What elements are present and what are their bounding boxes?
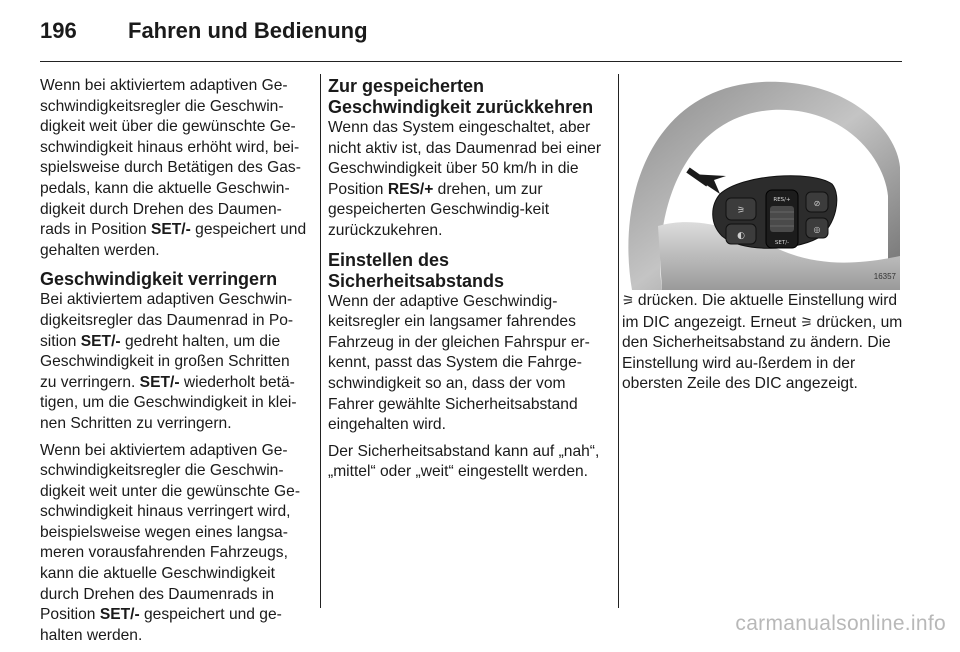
paragraph: Wenn bei aktiviertem adaptiven Ge-schwindigkeitsregler die Geschwin-digkeit weit über die gewünschte Ge-schwindigkeit hinaus erhöht wird, bei-spielsweise durch Betätigen des Gas-pedals, kann die aktuelle Geschwin-digkeit durch Drehen des Daumen-rads in Position SET/- gespeichert und gehalten werden. (40, 77, 307, 259)
watermark: carmanualsonline.info (735, 612, 946, 635)
column-3 (622, 76, 906, 401)
svg-text:◎: ◎ (813, 225, 821, 234)
set-label: SET/- (774, 240, 790, 246)
res-label: RES/+ (773, 197, 791, 203)
chapter-title: Fahren und Bedienung (128, 18, 368, 43)
svg-text:⊘: ⊘ (813, 199, 821, 208)
column-1 (40, 76, 308, 652)
paragraph: Wenn das System eingeschaltet, aber nicht aktiv ist, das Daumenrad bei einer Geschwindigkeit über 50 km/h in die Position RES/+ drehen, um zur gespeicherten Geschwindig-keit zurückzukehren. (328, 119, 602, 239)
paragraph: ⚞ drücken. Die aktuelle Einstellung wird im DIC angezeigt. Erneut ⚞ drücken, um den Sicherheitsabstand zu ändern. Die Einstellung wird au-ßerdem in der obersten Zeile des DIC angezeigt. (622, 292, 903, 393)
section-heading-distance: Einstellen des Sicherheitsabstands (328, 249, 505, 291)
section-heading-return: Zur gespeicherten Geschwindigkeit zurückkehren (328, 76, 594, 117)
column-2 (328, 76, 606, 489)
control-panel (713, 176, 837, 249)
column-divider (618, 74, 619, 608)
section-heading-decrease: Geschwindigkeit verringern (40, 269, 278, 290)
paragraph: Wenn bei aktiviertem adaptiven Ge-schwindigkeitsregler die Geschwin-digkeit weit unter die gewünschte Ge-schwindigkeit hinaus verringert wird, beispielsweise wegen eines langsa-meren vorausfahrenden Fahrzeugs, kann die aktuelle Geschwindigkeit durch Drehen des Daumenrads in Position SET/- gespeichert und ge-halten werden. (40, 441, 301, 644)
paragraph: Der Sicherheitsabstand kann auf „nah“, „mittel“ oder „weit“ eingestellt werden. (328, 442, 600, 481)
steering-wheel-figure (622, 76, 900, 290)
steering-wheel-illustration (622, 76, 900, 290)
figure-caption: 16357 (873, 272, 896, 282)
svg-text:◐: ◐ (737, 231, 745, 241)
distance-button-icon: ⚞ (800, 313, 813, 330)
svg-text:⚞: ⚞ (736, 206, 746, 216)
header-rule (40, 61, 902, 62)
column-divider (320, 74, 321, 608)
page-header (40, 18, 368, 48)
page-number: 196 (40, 18, 77, 43)
paragraph: Bei aktiviertem adaptiven Geschwin-digkeitsregler das Daumenrad in Po-sition SET/- gedreht halten, um die Geschwindigkeit in großen Schritten zu verringern. SET/- wiederholt betä-tigen, um die Geschwindigkeit in klei-nen Schritten zu verringern. (40, 291, 297, 432)
paragraph: Wenn der adaptive Geschwindig-keitsregler ein langsamer fahrendes Fahrzeug in der gleichen Fahrspur er-kennt, passt das System die Fahrge-schwindigkeit so an, dass der vom Fahrer gewählte Sicherheitsabstand eingehalten wird. (328, 292, 590, 434)
distance-button-icon: ⚞ (622, 292, 634, 308)
